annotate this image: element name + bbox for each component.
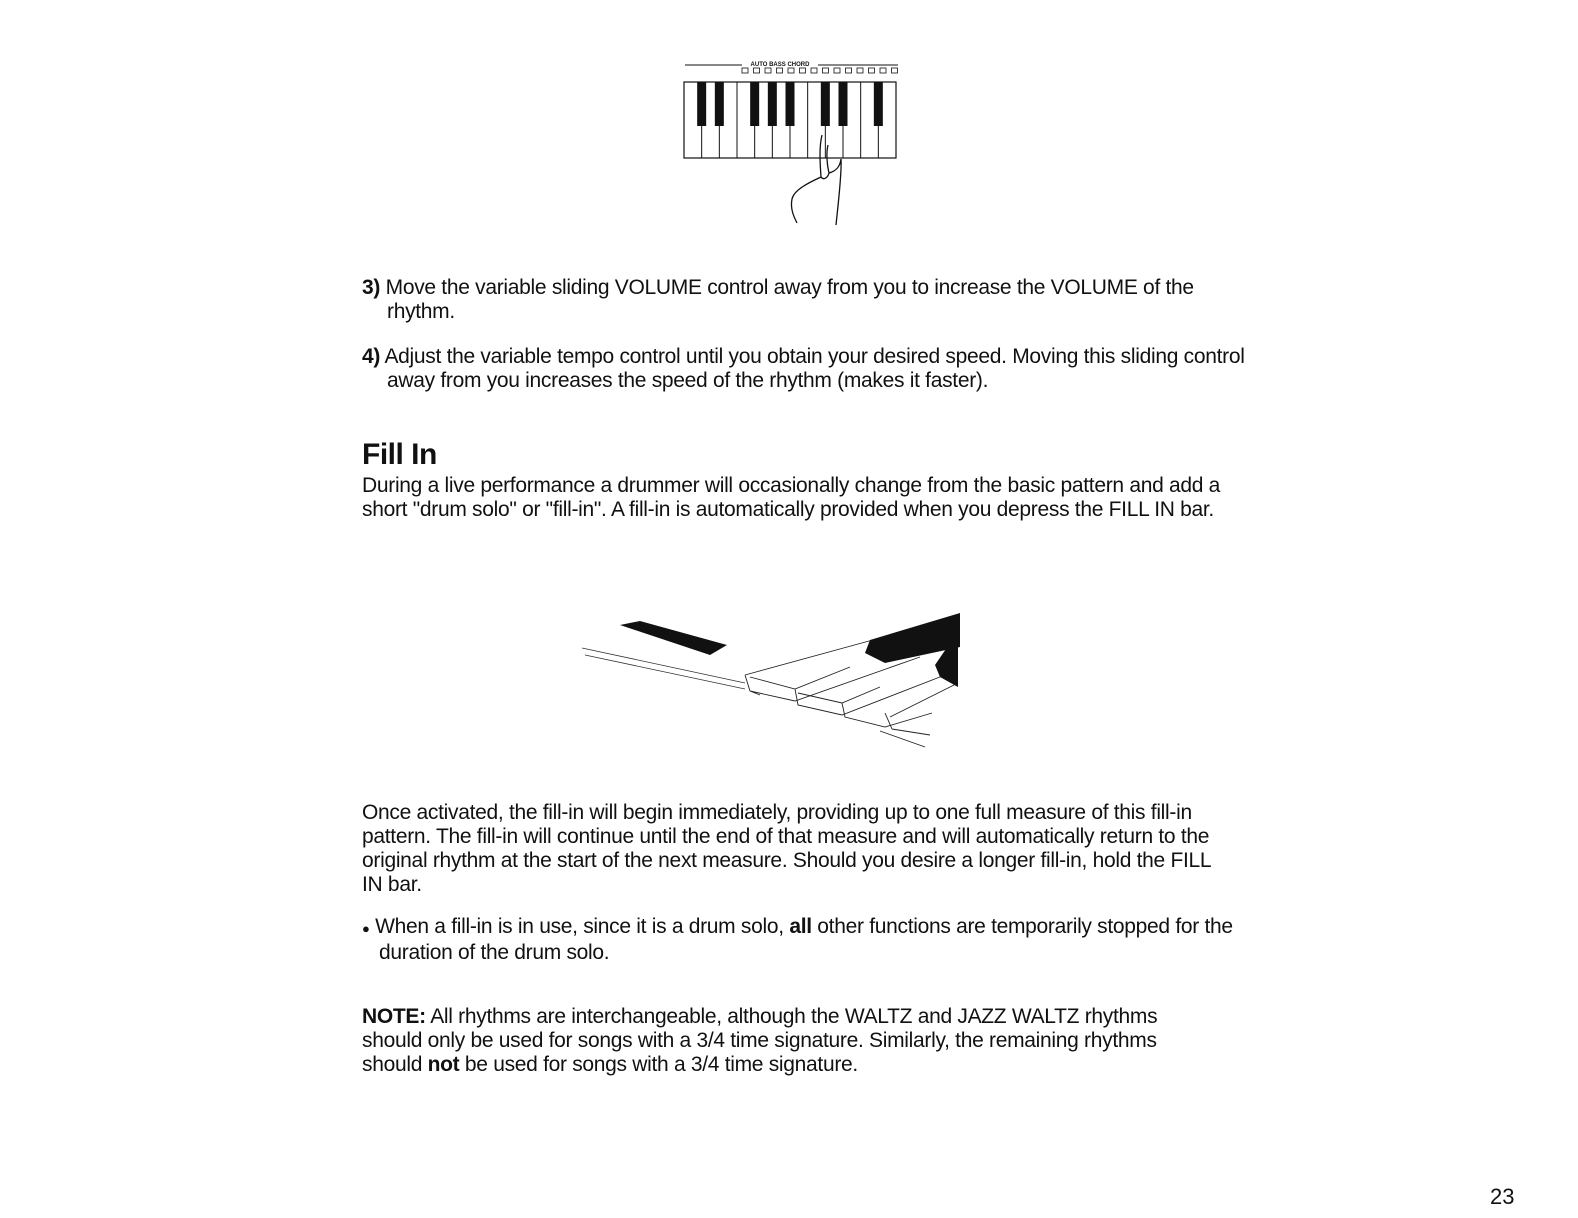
chord-indicator <box>869 68 875 73</box>
black-key <box>786 82 795 126</box>
black-key <box>839 82 848 126</box>
chord-indicator <box>765 68 771 73</box>
step-3 <box>362 276 1247 324</box>
bullet-note <box>362 915 1239 965</box>
bullet-text-start: When a fill-in is in use, since it is a drum solo, <box>375 915 790 938</box>
step-number: 3) <box>362 276 381 299</box>
black-key <box>750 82 759 126</box>
bullet-icon: ● <box>362 921 370 936</box>
step-text: Move the variable sliding VOLUME control away from you to increase the VOLUME of the rhythm. <box>385 276 1194 323</box>
keyboard-hand-illustration <box>680 55 905 230</box>
step-number: 4) <box>362 345 381 368</box>
note-paragraph <box>362 1005 1222 1077</box>
chord-indicator <box>880 68 886 73</box>
fill-in-details: Once activated, the fill-in will begin immediately, providing up to one full measure of this fill-in pattern. The fill-in will continue until the end of that measure and will automatically return to the original rhythm at the start of the next measure. Should you desire a longer fill-in, hold the FILL IN bar. <box>362 801 1211 896</box>
note-text-start: All rhythms are interchangeable, although the WALTZ and JAZZ WALTZ rhythms should only be used for songs with a 3/4 time signature. Similarly, the remaining rhythms should <box>362 1005 1158 1076</box>
chord-indicator <box>742 68 748 73</box>
black-key <box>821 82 830 126</box>
auto-bass-chord-label: AUTO BASS CHORD <box>750 62 810 68</box>
step-text: Adjust the variable tempo control until you obtain your desired speed. Moving this sliding control away from you increases the speed of the rhythm (makes it faster). <box>384 345 1245 392</box>
black-key <box>697 82 706 126</box>
black-key <box>874 82 883 126</box>
chord-indicator <box>788 68 794 73</box>
bullet-text-end: other functions are temporarily stopped for the duration of the drum solo. <box>379 915 1233 964</box>
note-bold: not <box>427 1053 460 1076</box>
page-number: 23 <box>1490 1184 1515 1209</box>
chord-indicator <box>811 68 817 73</box>
chord-indicator <box>754 68 760 73</box>
step-4 <box>362 345 1247 393</box>
chord-indicator <box>846 68 852 73</box>
note-label: NOTE: <box>362 1005 426 1028</box>
section-heading: Fill In <box>362 438 437 471</box>
black-key <box>768 82 777 126</box>
chord-indicator <box>892 68 898 73</box>
chord-indicator-row <box>742 68 898 73</box>
chord-indicator <box>834 68 840 73</box>
note-text-end: be used for songs with a 3/4 time signature. <box>459 1053 858 1076</box>
chord-indicator <box>857 68 863 73</box>
black-key <box>715 82 724 126</box>
fill-in-bar-illustration <box>580 605 965 755</box>
bullet-bold: all <box>789 915 812 938</box>
fill-in-intro: During a live performance a drummer will occasionally change from the basic pattern and add a short "drum solo" or "fill-in". A fill-in is automatically provided when you depress the FILL IN bar. <box>362 474 1221 521</box>
fill-in-bar <box>620 621 727 655</box>
chord-indicator <box>800 68 806 73</box>
chord-indicator <box>823 68 829 73</box>
chord-indicator <box>777 68 783 73</box>
